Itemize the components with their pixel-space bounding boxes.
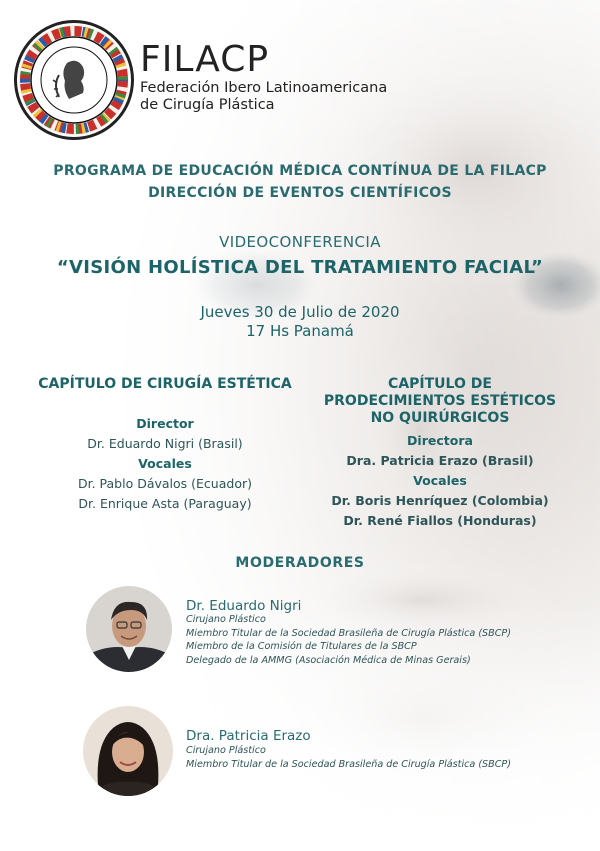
vocal-name: Dr. René Fiallos (Honduras) <box>343 513 537 528</box>
moderator-detail-line: Cirujano Plástico <box>186 614 266 625</box>
org-full-name-line2: de Cirugía Plástica <box>140 97 275 113</box>
director-name: Dr. Eduardo Nigri (Brasil) <box>87 436 243 451</box>
moderator-details <box>186 613 586 667</box>
chapter-title: CAPÍTULO DE PRODECIMIENTOS ESTÉTICOS NO QUIRÚRGICOS <box>323 376 557 426</box>
moderator-name: Dr. Eduardo Nigri <box>186 598 302 614</box>
avatar-eduardo-nigri <box>86 586 172 672</box>
chapter-title: CAPÍTULO DE CIRUGÍA ESTÉTICA <box>38 376 292 392</box>
event-time: 17 Hs Panamá <box>246 322 354 340</box>
event-title: “VISIÓN HOLÍSTICA DEL TRATAMIENTO FACIAL” <box>56 257 544 278</box>
vocal-name: Dr. Pablo Dávalos (Ecuador) <box>77 476 252 491</box>
vocal-name: Dr. Enrique Asta (Paraguay) <box>78 496 252 511</box>
vocal-name: Dr. Boris Henríquez (Colombia) <box>331 493 549 508</box>
chapter-aesthetic-surgery <box>30 376 300 514</box>
moderator-details <box>186 744 586 771</box>
org-full-name-line1: Federación Ibero Latinoamericana <box>140 80 388 96</box>
filacp-logo <box>14 20 134 140</box>
brand-block <box>140 40 387 114</box>
chapter-non-surgical <box>305 376 575 531</box>
director-name: Dra. Patricia Erazo (Brasil) <box>346 453 534 468</box>
program-line2: DIRECCIÓN DE EVENTOS CIENTÍFICOS <box>148 185 452 201</box>
avatar-patricia-erazo <box>83 706 173 796</box>
director-label: Director <box>136 416 194 431</box>
program-heading <box>0 160 600 204</box>
event-datetime <box>0 303 600 341</box>
vocales-label: Vocales <box>138 456 192 471</box>
program-line1: PROGRAMA DE EDUCACIÓN MÉDICA CONTÍNUA DE LA FILACP <box>53 163 547 179</box>
moderator-detail-line: Miembro de la Comisión de Titulares de la SBCP <box>186 641 417 652</box>
moderator-detail-line: Cirujano Plástico <box>186 745 266 756</box>
vocales-label: Vocales <box>413 473 467 488</box>
moderator-detail-line: Delegado de la AMMG (Asociación Médica de Minas Gerais) <box>186 654 471 666</box>
director-label: Directora <box>407 433 473 448</box>
event-date: Jueves 30 de Julio de 2020 <box>200 303 400 321</box>
event-type: VIDEOCONFERENCIA <box>219 233 381 251</box>
moderator-detail-line: Miembro Titular de la Sociedad Brasileña de Cirugía Plástica (SBCP) <box>186 627 511 639</box>
moderator-detail-line: Miembro Titular de la Sociedad Brasileña de Cirugía Plástica (SBCP) <box>186 758 511 770</box>
moderator-name: Dra. Patricia Erazo <box>186 728 311 744</box>
moderators-heading: MODERADORES <box>235 555 365 571</box>
org-short-name: FILACP <box>140 39 270 80</box>
